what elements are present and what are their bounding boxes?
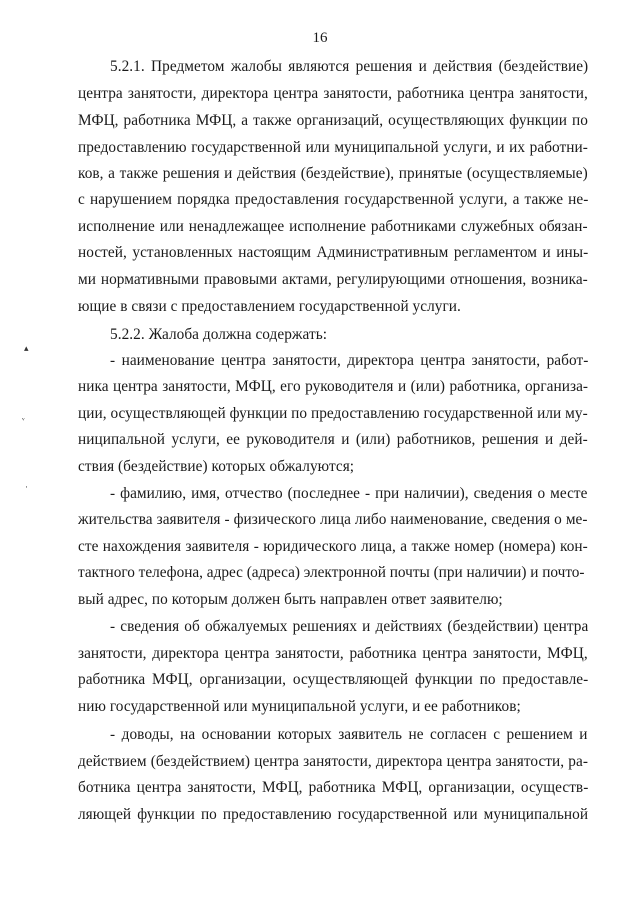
text-line: вый адрес, по которым должен быть направлен ответ заявителю; [78,591,503,608]
text-line: ющие в связи с предоставлением государственной услуги. [78,298,461,315]
text-line: ниципальной услуги, ее руководителя и (или) работников, решения и дей- [78,431,588,448]
text-line: 5.2.1. Предметом жалобы являются решения и действия (бездействие) [110,58,589,75]
text-line: тактного телефона, адрес (адреса) электронной почты (при наличии) и почто- [78,564,585,581]
text-line: ми нормативными правовыми актами, регулирующими отношения, возника- [78,271,588,288]
text-line: ника центра занятости, МФЦ, его руководителя и (или) работника, организа- [78,378,589,395]
text-line: исполнение или ненадлежащее исполнение работниками служебных обязан- [78,218,588,235]
text-line: с нарушением порядка предоставления государственной услуги, а также не- [78,191,589,208]
text-line: 5.2.2. Жалоба должна содержать: [110,326,328,343]
text-line: ции, осуществляющей функции по предоставлению государственной или му- [78,405,588,422]
text-line: сте нахождения заявителя - юридического лица, а также номер (номера) кон- [78,538,588,555]
text-line: занятости, директора центра занятости, работника центра занятости, МФЦ, [78,645,588,662]
text-line: ностей, установленных настоящим Административным регламентом и ины- [78,244,589,261]
scan-mark-dot: ▴ [24,343,29,353]
text-line: предоставлению государственной или муниципальной услуги, и их работни- [78,139,588,156]
text-line: - наименование центра занятости, директора центра занятости, работ- [110,352,589,369]
text-line: нию государственной или муниципальной услуги, и ее работников; [78,698,521,715]
scan-mark-tick: ᵛ [22,415,25,425]
text-line: жительства заявителя - физического лица либо наименование, сведения о ме- [78,511,588,528]
text-line: - сведения об обжалуемых решениях и действиях (бездействии) центра [110,618,589,635]
text-line: ляющей функции по предоставлению государственной или муниципальной [78,806,589,823]
text-line: ствия (бездействие) которых обжалуются; [78,458,355,475]
text-line: ботника центра занятости, МФЦ, работника МФЦ, организации, осуществ- [78,779,589,796]
page-number: 16 [312,30,328,46]
scan-mark-dot: · [25,482,28,492]
text-line: центра занятости, директора центра занятости, работника центра занятости, [78,85,588,102]
text-line: ков, а также решения и действия (бездействие), принятые (осуществляемые) [78,165,588,182]
text-line: - фамилию, имя, отчество (последнее - при наличии), сведения о месте [110,485,588,502]
text-line: МФЦ, работника МФЦ, а также организаций, осуществляющих функции по [78,112,588,129]
text-line: - доводы, на основании которых заявитель не согласен с решением и [110,726,588,743]
text-line: работника МФЦ, организации, осуществляющей функции по предоставле- [78,671,589,688]
text-line: действием (бездействием) центра занятости, директора центра занятости, ра- [78,753,588,770]
